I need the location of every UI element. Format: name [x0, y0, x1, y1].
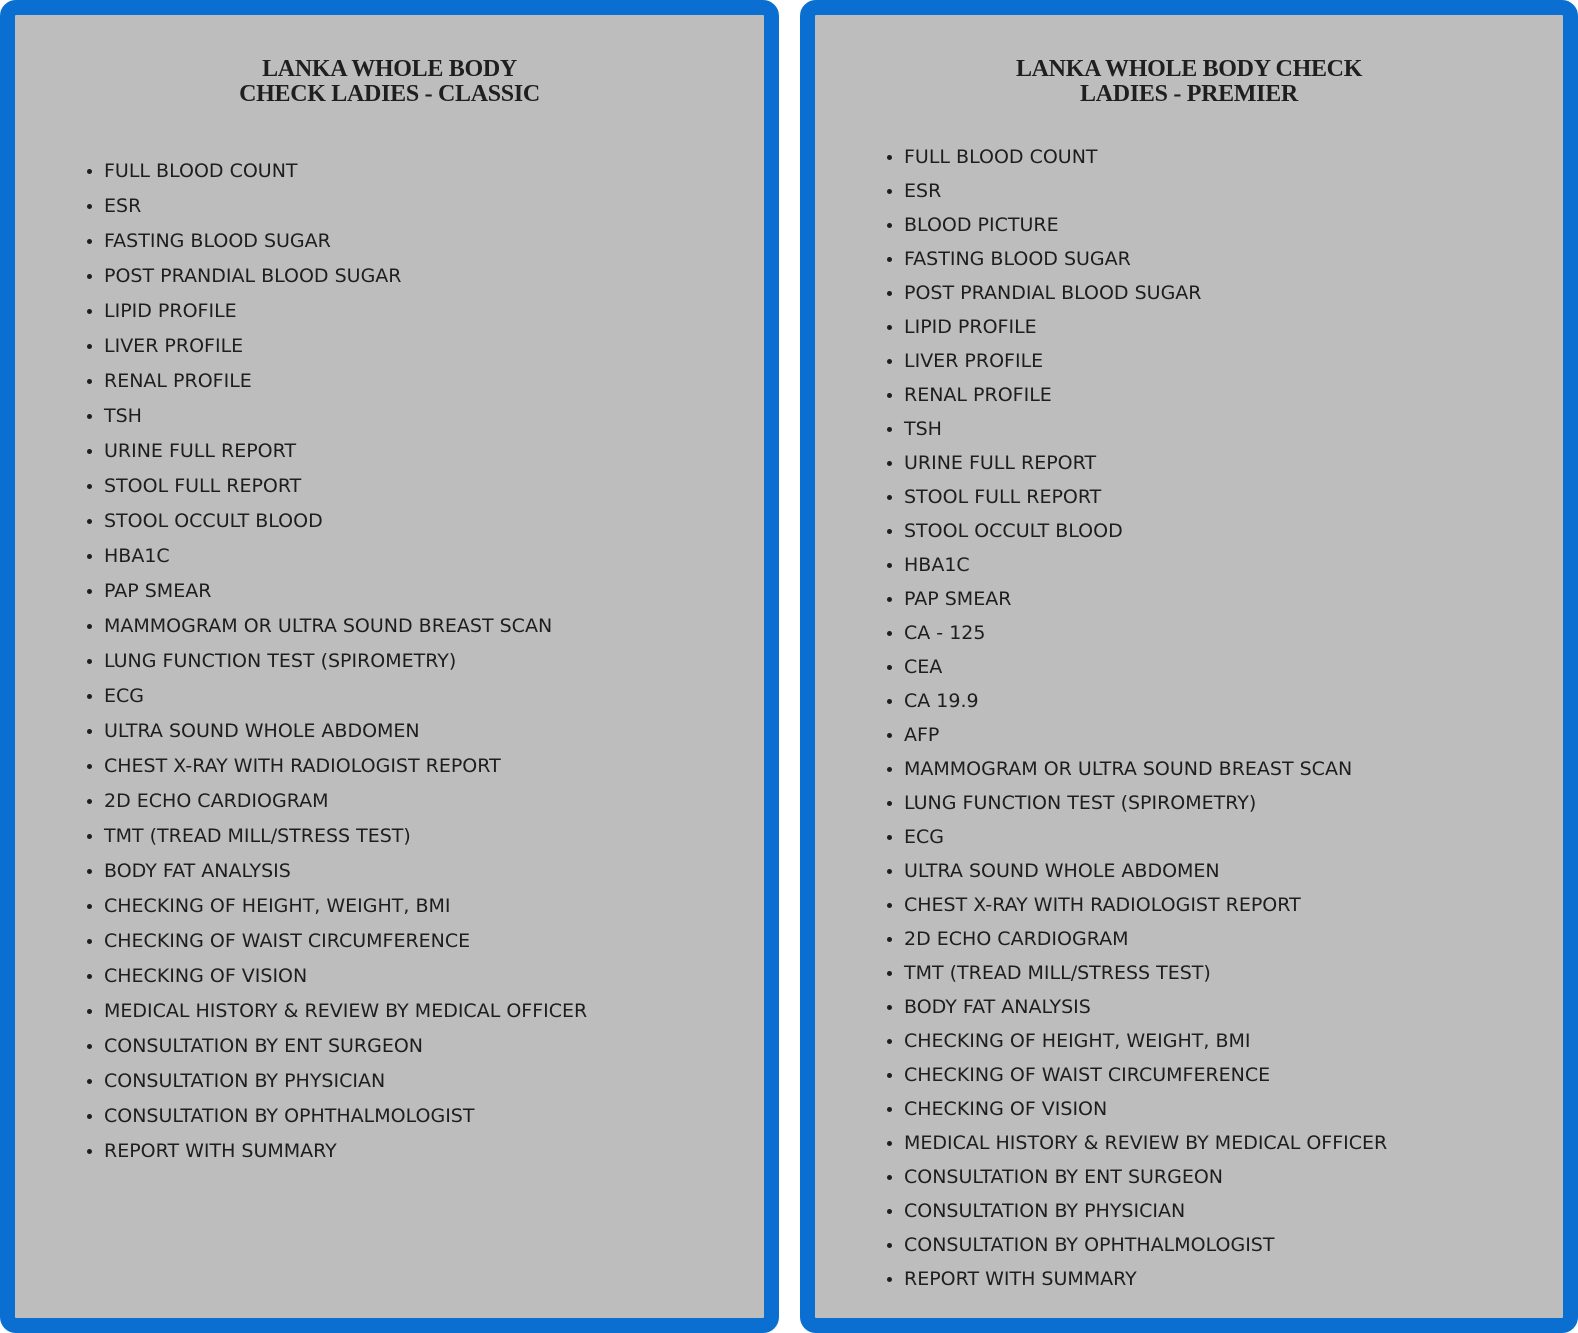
premier-title-line-2: LADIES - PREMIER	[1080, 81, 1298, 107]
premier-package-title	[815, 57, 1563, 107]
test-list-item: ECG	[87, 681, 587, 716]
test-list-item: LIPID PROFILE	[887, 312, 1387, 346]
test-list-item: STOOL FULL REPORT	[87, 471, 587, 506]
test-list-item: CA 19.9	[887, 686, 1387, 720]
classic-test-list	[87, 156, 587, 1171]
test-list-item: POST PRANDIAL BLOOD SUGAR	[87, 261, 587, 296]
test-list-item: PAP SMEAR	[87, 576, 587, 611]
test-list-item: STOOL OCCULT BLOOD	[87, 506, 587, 541]
test-list-item: HBA1C	[887, 550, 1387, 584]
test-list-item: MEDICAL HISTORY & REVIEW BY MEDICAL OFFICER	[887, 1128, 1387, 1162]
test-list-item: TMT (TREAD MILL/STRESS TEST)	[887, 958, 1387, 992]
test-list-item: CONSULTATION BY OPHTHALMOLOGIST	[887, 1230, 1387, 1264]
test-list-item: FULL BLOOD COUNT	[87, 156, 587, 191]
test-list-item: RENAL PROFILE	[87, 366, 587, 401]
test-list-item: RENAL PROFILE	[887, 380, 1387, 414]
test-list-item: CHEST X-RAY WITH RADIOLOGIST REPORT	[887, 890, 1387, 924]
test-list-item: REPORT WITH SUMMARY	[887, 1264, 1387, 1298]
test-list-item: STOOL FULL REPORT	[887, 482, 1387, 516]
test-list-item: CONSULTATION BY ENT SURGEON	[887, 1162, 1387, 1196]
test-list-item: 2D ECHO CARDIOGRAM	[887, 924, 1387, 958]
premier-package-card	[800, 0, 1578, 1333]
test-list-item: BODY FAT ANALYSIS	[87, 856, 587, 891]
test-list-item: CONSULTATION BY OPHTHALMOLOGIST	[87, 1101, 587, 1136]
test-list-item: HBA1C	[87, 541, 587, 576]
classic-title-line-1: LANKA WHOLE BODY	[262, 56, 517, 82]
test-list-item: MAMMOGRAM OR ULTRA SOUND BREAST SCAN	[87, 611, 587, 646]
test-list-item: CHECKING OF VISION	[87, 961, 587, 996]
test-list-item: FASTING BLOOD SUGAR	[87, 226, 587, 261]
test-list-item: MEDICAL HISTORY & REVIEW BY MEDICAL OFFICER	[87, 996, 587, 1031]
test-list-item: ESR	[887, 176, 1387, 210]
test-list-item: 2D ECHO CARDIOGRAM	[87, 786, 587, 821]
test-list-item: ESR	[87, 191, 587, 226]
test-list-item: PAP SMEAR	[887, 584, 1387, 618]
test-list-item: LIVER PROFILE	[87, 331, 587, 366]
test-list-item: CHECKING OF WAIST CIRCUMFERENCE	[87, 926, 587, 961]
premier-title-line-1: LANKA WHOLE BODY CHECK	[1015, 56, 1363, 82]
test-list-item: ULTRA SOUND WHOLE ABDOMEN	[87, 716, 587, 751]
test-list-item: TSH	[87, 401, 587, 436]
premier-test-list	[887, 142, 1387, 1298]
test-list-item: CHECKING OF WAIST CIRCUMFERENCE	[887, 1060, 1387, 1094]
test-list-item: LUNG FUNCTION TEST (SPIROMETRY)	[887, 788, 1387, 822]
test-list-item: URINE FULL REPORT	[887, 448, 1387, 482]
test-list-item: FASTING BLOOD SUGAR	[887, 244, 1387, 278]
test-list-item: TSH	[887, 414, 1387, 448]
test-list-item: ULTRA SOUND WHOLE ABDOMEN	[887, 856, 1387, 890]
test-list-item: BLOOD PICTURE	[887, 210, 1387, 244]
test-list-item: MAMMOGRAM OR ULTRA SOUND BREAST SCAN	[887, 754, 1387, 788]
classic-package-title	[15, 57, 764, 107]
test-list-item: CONSULTATION BY PHYSICIAN	[87, 1066, 587, 1101]
test-list-item: POST PRANDIAL BLOOD SUGAR	[887, 278, 1387, 312]
test-list-item: URINE FULL REPORT	[87, 436, 587, 471]
test-list-item: BODY FAT ANALYSIS	[887, 992, 1387, 1026]
test-list-item: CHECKING OF VISION	[887, 1094, 1387, 1128]
test-list-item: CHEST X-RAY WITH RADIOLOGIST REPORT	[87, 751, 587, 786]
test-list-item: FULL BLOOD COUNT	[887, 142, 1387, 176]
classic-package-card	[0, 0, 779, 1333]
test-list-item: LIVER PROFILE	[887, 346, 1387, 380]
test-list-item: AFP	[887, 720, 1387, 754]
test-list-item: CHECKING OF HEIGHT, WEIGHT, BMI	[87, 891, 587, 926]
test-list-item: LUNG FUNCTION TEST (SPIROMETRY)	[87, 646, 587, 681]
test-list-item: CONSULTATION BY ENT SURGEON	[87, 1031, 587, 1066]
test-list-item: TMT (TREAD MILL/STRESS TEST)	[87, 821, 587, 856]
classic-title-line-2: CHECK LADIES - CLASSIC	[239, 81, 540, 107]
test-list-item: ECG	[887, 822, 1387, 856]
test-list-item: REPORT WITH SUMMARY	[87, 1136, 587, 1171]
test-list-item: CHECKING OF HEIGHT, WEIGHT, BMI	[887, 1026, 1387, 1060]
test-list-item: STOOL OCCULT BLOOD	[887, 516, 1387, 550]
test-list-item: CEA	[887, 652, 1387, 686]
test-list-item: LIPID PROFILE	[87, 296, 587, 331]
test-list-item: CA - 125	[887, 618, 1387, 652]
test-list-item: CONSULTATION BY PHYSICIAN	[887, 1196, 1387, 1230]
